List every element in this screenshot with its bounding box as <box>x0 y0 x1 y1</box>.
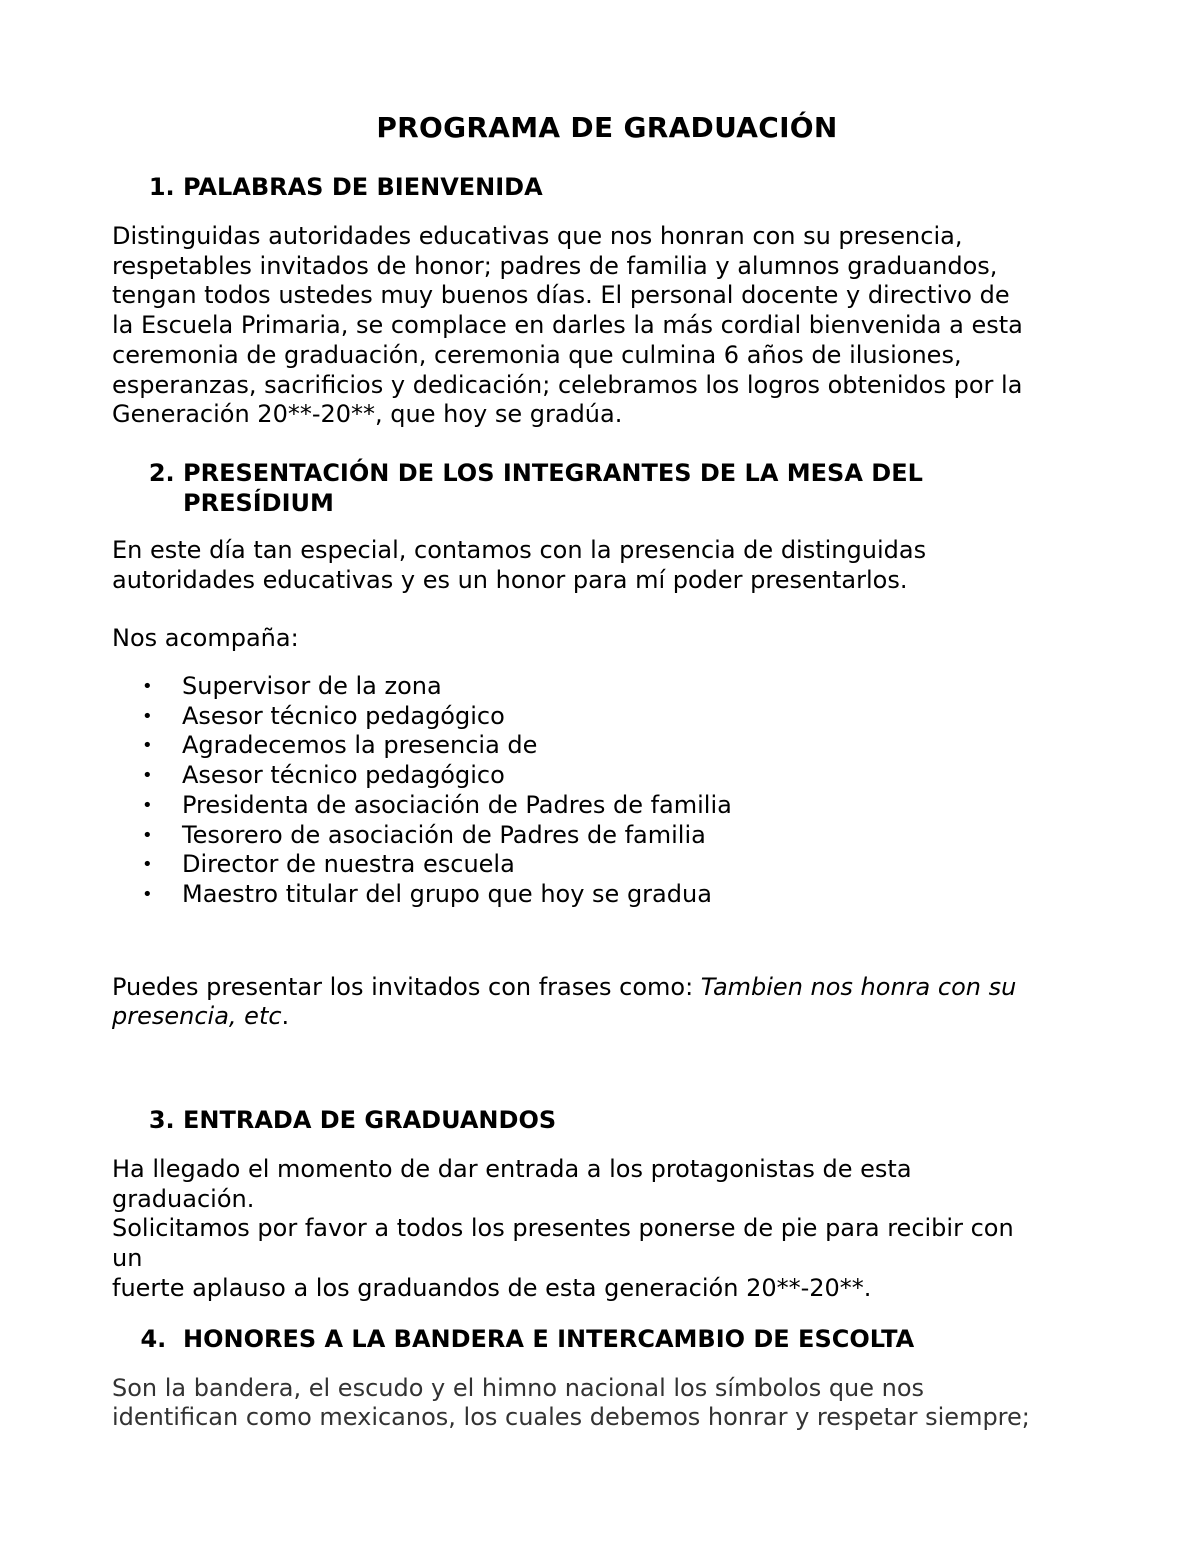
bullet-icon: • <box>142 854 153 876</box>
list-item-text: Asesor técnico pedagógico <box>182 701 505 730</box>
paragraph-line: la Escuela Primaria, se complace en darles la más cordial bienvenida a esta <box>112 311 1023 340</box>
guest-list <box>112 672 1102 910</box>
section-1-number: 1. <box>148 173 175 201</box>
paragraph-line: tengan todos ustedes muy buenos días. El personal docente y directivo de <box>112 281 1010 310</box>
list-item-text: Director de nuestra escuela <box>182 850 515 879</box>
list-item-text: Presidenta de asociación de Padres de familia <box>182 790 732 819</box>
section-2-intro <box>112 536 1102 595</box>
document-page <box>112 108 1102 1433</box>
section-2-title-line-1: PRESENTACIÓN DE LOS INTEGRANTES DE LA MESA DEL <box>183 458 923 487</box>
list-item-text: Supervisor de la zona <box>182 672 442 701</box>
section-4-number: 4. <box>140 1324 167 1353</box>
bullet-icon: • <box>142 794 153 816</box>
bullet-icon: • <box>142 705 153 727</box>
paragraph-line: un <box>112 1244 143 1273</box>
section-3-number: 3. <box>148 1106 175 1135</box>
bullet-icon: • <box>142 735 153 757</box>
paragraph-line: esperanzas, sacrificios y dedicación; celebramos los logros obtenidos por la <box>112 370 1023 399</box>
list-item-text: Agradecemos la presencia de <box>182 731 538 760</box>
paragraph-line: Distinguidas autoridades educativas que nos honran con su presencia, <box>112 222 963 250</box>
section-1-paragraph <box>112 222 1102 430</box>
paragraph-line: fuerte aplauso a los graduandos de esta generación 20**-20**. <box>112 1273 872 1302</box>
paragraph-line: identifican como mexicanos, los cuales debemos honrar y respetar siempre; <box>112 1403 1030 1432</box>
section-2-title-line-2: PRESÍDIUM <box>183 488 334 517</box>
section-2-tip <box>112 973 1102 1032</box>
tip-line-1 <box>112 973 1102 1003</box>
bullet-icon: • <box>142 676 153 698</box>
section-3-paragraph <box>112 1155 1102 1304</box>
list-item-text: Asesor técnico pedagógico <box>182 761 505 790</box>
section-4-title: HONORES A LA BANDERA E INTERCAMBIO DE ESCOLTA <box>183 1324 915 1353</box>
section-4-paragraph <box>112 1374 1102 1433</box>
paragraph-line: respetables invitados de honor; padres de familia y alumnos graduandos, <box>112 251 998 280</box>
list-item <box>112 702 1102 732</box>
paragraph-line: Ha llegado el momento de dar entrada a los protagonistas de esta <box>112 1155 912 1184</box>
section-2-heading <box>112 458 1102 518</box>
section-3-heading <box>112 1105 1102 1135</box>
paragraph-line: Solicitamos por favor a todos los presentes ponerse de pie para recibir con <box>112 1214 1014 1243</box>
paragraph-line: En este día tan especial, contamos con la presencia de distinguidas <box>112 535 927 564</box>
section-2-number: 2. <box>148 458 175 487</box>
list-item <box>112 672 1102 702</box>
list-item-text: Tesorero de asociación de Padres de familia <box>182 820 706 849</box>
list-item <box>112 791 1102 821</box>
list-item <box>112 850 1102 880</box>
section-1-heading <box>112 172 1102 202</box>
list-item <box>112 880 1102 910</box>
list-intro: Nos acompaña: <box>112 624 299 653</box>
tip-text: . <box>281 1002 290 1031</box>
paragraph-line: Generación 20**-20**, que hoy se gradúa. <box>112 400 623 429</box>
section-4-heading <box>112 1324 1102 1354</box>
paragraph-line: ceremonia de graduación, ceremonia que culmina 6 años de ilusiones, <box>112 340 962 369</box>
list-item <box>112 761 1102 791</box>
tip-text: Puedes presentar los invitados con frases como: <box>112 972 701 1001</box>
tip-example: presencia, etc <box>112 1002 282 1031</box>
page-title: PROGRAMA DE GRADUACIÓN <box>376 111 838 144</box>
paragraph-line: graduación. <box>112 1184 255 1213</box>
list-item-text: Maestro titular del grupo que hoy se gradua <box>182 879 712 908</box>
list-item <box>112 821 1102 851</box>
list-item <box>112 731 1102 761</box>
tip-example: Tambien nos honra con su <box>700 972 1017 1001</box>
section-3-title: ENTRADA DE GRADUANDOS <box>183 1106 557 1135</box>
tip-line-2 <box>112 1002 1102 1032</box>
bullet-icon: • <box>142 883 153 905</box>
section-1-title: PALABRAS DE BIENVENIDA <box>183 173 543 201</box>
paragraph-line: Son la bandera, el escudo y el himno nacional los símbolos que nos <box>112 1373 925 1402</box>
bullet-icon: • <box>142 824 153 846</box>
bullet-icon: • <box>142 765 153 787</box>
paragraph-line: autoridades educativas y es un honor para mí poder presentarlos. <box>112 565 908 594</box>
